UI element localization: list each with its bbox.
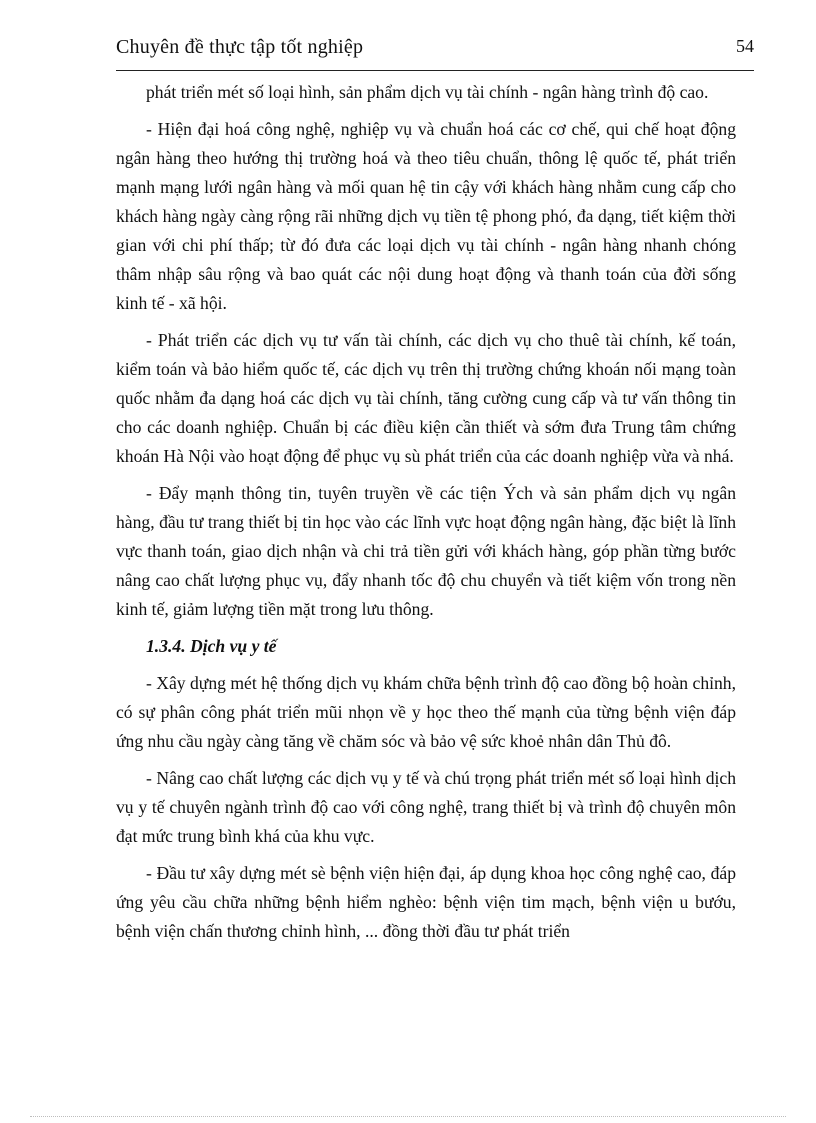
paragraph: - Phát triển các dịch vụ tư vấn tài chính, các dịch vụ cho thuê tài chính, kế toán, kiểm toán và bảo hiểm quốc tế, các dịch vụ trên thị trường chứng khoán nối mạng toàn quốc nhằm đa dạng hoá các dịch vụ tài chính, tăng cường cung cấp và tư vấn thông tin cho các doanh nghiệp. Chuẩn bị các điều kiện cần thiết và sớm đưa Trung tâm chứng khoán Hà Nội vào hoạt động để phục vụ sù phát triển của các doanh nghiệp vừa và nhá. [116,330,736,466]
paragraph: - Xây dựng mét hệ thống dịch vụ khám chữa bệnh trình độ cao đồng bộ hoàn chỉnh, có sự phân công phát triển mũi nhọn về y học theo thế mạnh của từng bệnh viện đáp ứng nhu cầu ngày càng tăng về chăm sóc và bảo vệ sức khoẻ nhân dân Thủ đô. [116,673,736,751]
page-bottom-border [30,1116,786,1117]
paragraph: - Đẩy mạnh thông tin, tuyên truyền về các tiện Ých và sản phẩm dịch vụ ngân hàng, đầu tư trang thiết bị tin học vào các lĩnh vực hoạt động ngân hàng, đặc biệt là lĩnh vực thanh toán, giao dịch nhận và chi trả tiền gửi với khách hàng, góp phần từng bước nâng cao chất lượng phục vụ, đẩy nhanh tốc độ chu chuyển và tiết kiệm vốn trong nền kinh tế, giảm lượng tiền mặt trong lưu thông. [116,483,736,619]
page-number: 54 [736,36,754,56]
paragraph: - Nâng cao chất lượng các dịch vụ y tế và chú trọng phát triển mét số loại hình dịch vụ y tế chuyên ngành trình độ cao với công nghệ, trang thiết bị và trình độ chuyên môn đạt mức trung bình khá của khu vực. [116,768,736,846]
section-heading: 1.3.4. Dịch vụ y tế [146,636,277,656]
paragraph: phát triển mét số loại hình, sản phẩm dịch vụ tài chính - ngân hàng trình độ cao. [146,82,709,102]
header-divider [116,70,754,71]
paragraph: - Hiện đại hoá công nghệ, nghiệp vụ và chuẩn hoá các cơ chế, qui chế hoạt động ngân hàng theo hướng thị trường hoá và theo tiêu chuẩn, thông lệ quốc tế, phát triển mạnh mạng lưới ngân hàng và mối quan hệ tin cậy với khách hàng nhằm cung cấp cho khách hàng ngày càng rộng rãi những dịch vụ tiền tệ phong phó, đa dạng, tiết kiệm thời gian với chi phí thấp; từ đó đưa các loại dịch vụ tài chính - ngân hàng nhanh chóng thâm nhập sâu rộng và bao quát các nội dung hoạt động và thanh toán của đời sống kinh tế - xã hội. [116,119,736,313]
paragraph: - Đầu tư xây dựng mét sè bệnh viện hiện đại, áp dụng khoa học công nghệ cao, đáp ứng yêu cầu chữa những bệnh hiểm nghèo: bệnh viện tim mạch, bệnh viện u bướu, bệnh viện chấn thương chỉnh hình, ... đồng thời đầu tư phát triển [116,863,736,941]
document-body [116,78,736,954]
header-title: Chuyên đề thực tập tốt nghiệp [116,36,364,58]
page-header [116,36,754,68]
